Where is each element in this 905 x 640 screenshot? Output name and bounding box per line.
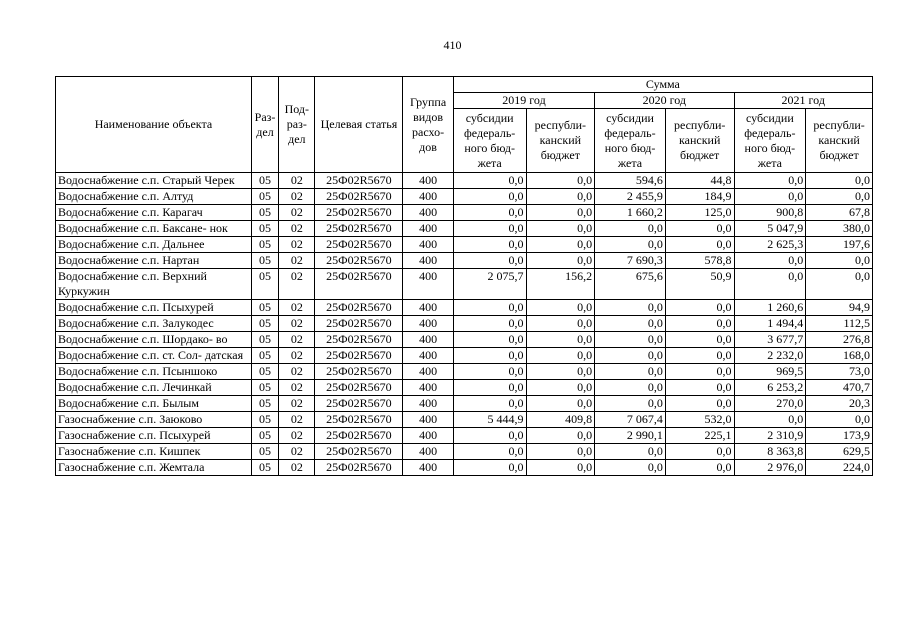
table-row <box>56 428 873 444</box>
republic-2020-cell: 0,0 <box>665 316 734 332</box>
federal-2020-cell: 0,0 <box>595 364 666 380</box>
object-name-cell: Водоснабжение с.п. Дальнее <box>56 237 252 253</box>
subsection-cell: 02 <box>279 444 315 460</box>
republic-2021-cell: 73,0 <box>806 364 873 380</box>
republic-2019-cell: 0,0 <box>526 428 595 444</box>
republic-2019-cell: 156,2 <box>526 269 595 300</box>
republic-2019-cell: 0,0 <box>526 460 595 476</box>
republic-2021-cell: 67,8 <box>806 205 873 221</box>
federal-2021-cell: 8 363,8 <box>734 444 806 460</box>
section-cell: 05 <box>251 316 278 332</box>
page-number: 410 <box>443 38 462 52</box>
republic-2019-cell: 0,0 <box>526 205 595 221</box>
target-article-cell: 25Ф02R5670 <box>315 428 403 444</box>
expense-group-cell: 400 <box>403 364 453 380</box>
federal-2021-cell: 1 260,6 <box>734 300 806 316</box>
republic-2019-cell: 0,0 <box>526 444 595 460</box>
header-year-2019: 2019 год <box>453 93 594 109</box>
republic-2021-cell: 0,0 <box>806 269 873 300</box>
federal-2021-cell: 900,8 <box>734 205 806 221</box>
republic-2020-cell: 184,9 <box>665 189 734 205</box>
subsection-cell: 02 <box>279 237 315 253</box>
subsection-cell: 02 <box>279 348 315 364</box>
republic-2021-cell: 470,7 <box>806 380 873 396</box>
republic-2019-cell: 0,0 <box>526 396 595 412</box>
republic-2020-cell: 532,0 <box>665 412 734 428</box>
target-article-cell: 25Ф02R5670 <box>315 444 403 460</box>
object-name-cell: Газоснабжение с.п. Кишпек <box>56 444 252 460</box>
federal-2019-cell: 2 075,7 <box>453 269 526 300</box>
target-article-cell: 25Ф02R5670 <box>315 348 403 364</box>
federal-2020-cell: 7 067,4 <box>595 412 666 428</box>
table-row <box>56 380 873 396</box>
expense-group-cell: 400 <box>403 348 453 364</box>
federal-2019-cell: 0,0 <box>453 396 526 412</box>
federal-2020-cell: 594,6 <box>595 173 666 189</box>
subsection-cell: 02 <box>279 300 315 316</box>
header-object-name: Наименование объекта <box>56 77 252 173</box>
subsection-cell: 02 <box>279 316 315 332</box>
federal-2021-cell: 6 253,2 <box>734 380 806 396</box>
object-name-cell: Водоснабжение с.п. Верхний Куркужин <box>56 269 252 300</box>
expense-group-cell: 400 <box>403 173 453 189</box>
table-row <box>56 173 873 189</box>
table-row <box>56 444 873 460</box>
federal-2020-cell: 0,0 <box>595 444 666 460</box>
federal-2021-cell: 270,0 <box>734 396 806 412</box>
section-cell: 05 <box>251 221 278 237</box>
section-cell: 05 <box>251 460 278 476</box>
object-name-cell: Водоснабжение с.п. Старый Черек <box>56 173 252 189</box>
subsection-cell: 02 <box>279 364 315 380</box>
federal-2020-cell: 2 990,1 <box>595 428 666 444</box>
section-cell: 05 <box>251 189 278 205</box>
republic-2019-cell: 0,0 <box>526 173 595 189</box>
federal-2019-cell: 0,0 <box>453 316 526 332</box>
federal-2019-cell: 0,0 <box>453 460 526 476</box>
table-row <box>56 412 873 428</box>
federal-2019-cell: 0,0 <box>453 348 526 364</box>
subsection-cell: 02 <box>279 380 315 396</box>
header-federal-2019: субсидии федераль- ного бюд- жета <box>453 109 526 173</box>
budget-table <box>55 76 873 476</box>
expense-group-cell: 400 <box>403 460 453 476</box>
object-name-cell: Водоснабжение с.п. Псыншоко <box>56 364 252 380</box>
target-article-cell: 25Ф02R5670 <box>315 332 403 348</box>
expense-group-cell: 400 <box>403 396 453 412</box>
federal-2021-cell: 0,0 <box>734 173 806 189</box>
federal-2019-cell: 0,0 <box>453 237 526 253</box>
subsection-cell: 02 <box>279 412 315 428</box>
republic-2021-cell: 0,0 <box>806 253 873 269</box>
header-republic-2019: республи- канский бюджет <box>526 109 595 173</box>
subsection-cell: 02 <box>279 253 315 269</box>
federal-2019-cell: 0,0 <box>453 205 526 221</box>
republic-2021-cell: 0,0 <box>806 173 873 189</box>
republic-2019-cell: 0,0 <box>526 237 595 253</box>
table-row <box>56 205 873 221</box>
federal-2020-cell: 7 690,3 <box>595 253 666 269</box>
republic-2019-cell: 0,0 <box>526 253 595 269</box>
expense-group-cell: 400 <box>403 428 453 444</box>
section-cell: 05 <box>251 332 278 348</box>
subsection-cell: 02 <box>279 221 315 237</box>
expense-group-cell: 400 <box>403 221 453 237</box>
federal-2020-cell: 0,0 <box>595 300 666 316</box>
object-name-cell: Водоснабжение с.п. ст. Сол- датская <box>56 348 252 364</box>
republic-2020-cell: 0,0 <box>665 380 734 396</box>
republic-2021-cell: 94,9 <box>806 300 873 316</box>
subsection-cell: 02 <box>279 460 315 476</box>
section-cell: 05 <box>251 396 278 412</box>
section-cell: 05 <box>251 205 278 221</box>
federal-2021-cell: 0,0 <box>734 412 806 428</box>
expense-group-cell: 400 <box>403 332 453 348</box>
republic-2021-cell: 224,0 <box>806 460 873 476</box>
object-name-cell: Водоснабжение с.п. Карагач <box>56 205 252 221</box>
subsection-cell: 02 <box>279 396 315 412</box>
table-row <box>56 396 873 412</box>
federal-2021-cell: 0,0 <box>734 269 806 300</box>
expense-group-cell: 400 <box>403 189 453 205</box>
target-article-cell: 25Ф02R5670 <box>315 380 403 396</box>
section-cell: 05 <box>251 173 278 189</box>
republic-2021-cell: 629,5 <box>806 444 873 460</box>
republic-2021-cell: 276,8 <box>806 332 873 348</box>
republic-2021-cell: 380,0 <box>806 221 873 237</box>
expense-group-cell: 400 <box>403 269 453 300</box>
republic-2019-cell: 0,0 <box>526 189 595 205</box>
section-cell: 05 <box>251 380 278 396</box>
object-name-cell: Водоснабжение с.п. Залукодес <box>56 316 252 332</box>
object-name-cell: Водоснабжение с.п. Лечинкай <box>56 380 252 396</box>
expense-group-cell: 400 <box>403 237 453 253</box>
republic-2020-cell: 0,0 <box>665 364 734 380</box>
header-year-2021: 2021 год <box>734 93 873 109</box>
federal-2021-cell: 2 976,0 <box>734 460 806 476</box>
republic-2021-cell: 173,9 <box>806 428 873 444</box>
federal-2020-cell: 1 660,2 <box>595 205 666 221</box>
federal-2019-cell: 0,0 <box>453 221 526 237</box>
republic-2019-cell: 0,0 <box>526 221 595 237</box>
header-expense-group: Группа видов расхо- дов <box>403 77 453 173</box>
target-article-cell: 25Ф02R5670 <box>315 269 403 300</box>
expense-group-cell: 400 <box>403 205 453 221</box>
federal-2019-cell: 0,0 <box>453 332 526 348</box>
object-name-cell: Водоснабжение с.п. Алтуд <box>56 189 252 205</box>
federal-2021-cell: 3 677,7 <box>734 332 806 348</box>
republic-2020-cell: 0,0 <box>665 332 734 348</box>
federal-2020-cell: 0,0 <box>595 332 666 348</box>
republic-2021-cell: 168,0 <box>806 348 873 364</box>
target-article-cell: 25Ф02R5670 <box>315 300 403 316</box>
subsection-cell: 02 <box>279 205 315 221</box>
federal-2019-cell: 0,0 <box>453 189 526 205</box>
federal-2019-cell: 0,0 <box>453 444 526 460</box>
section-cell: 05 <box>251 300 278 316</box>
republic-2021-cell: 112,5 <box>806 316 873 332</box>
federal-2020-cell: 675,6 <box>595 269 666 300</box>
table-row <box>56 253 873 269</box>
republic-2020-cell: 125,0 <box>665 205 734 221</box>
federal-2020-cell: 0,0 <box>595 237 666 253</box>
federal-2021-cell: 969,5 <box>734 364 806 380</box>
section-cell: 05 <box>251 412 278 428</box>
federal-2020-cell: 0,0 <box>595 380 666 396</box>
republic-2020-cell: 0,0 <box>665 237 734 253</box>
target-article-cell: 25Ф02R5670 <box>315 364 403 380</box>
federal-2020-cell: 0,0 <box>595 221 666 237</box>
table-body <box>56 173 873 476</box>
federal-2021-cell: 2 232,0 <box>734 348 806 364</box>
section-cell: 05 <box>251 444 278 460</box>
expense-group-cell: 400 <box>403 316 453 332</box>
federal-2021-cell: 5 047,9 <box>734 221 806 237</box>
republic-2019-cell: 0,0 <box>526 316 595 332</box>
target-article-cell: 25Ф02R5670 <box>315 396 403 412</box>
table-row <box>56 221 873 237</box>
republic-2020-cell: 0,0 <box>665 460 734 476</box>
republic-2020-cell: 0,0 <box>665 300 734 316</box>
republic-2019-cell: 0,0 <box>526 332 595 348</box>
section-cell: 05 <box>251 237 278 253</box>
subsection-cell: 02 <box>279 428 315 444</box>
section-cell: 05 <box>251 269 278 300</box>
republic-2021-cell: 0,0 <box>806 189 873 205</box>
object-name-cell: Водоснабжение с.п. Псыхурей <box>56 300 252 316</box>
republic-2020-cell: 50,9 <box>665 269 734 300</box>
federal-2019-cell: 0,0 <box>453 173 526 189</box>
object-name-cell: Водоснабжение с.п. Баксане- нок <box>56 221 252 237</box>
federal-2021-cell: 2 310,9 <box>734 428 806 444</box>
expense-group-cell: 400 <box>403 412 453 428</box>
federal-2019-cell: 5 444,9 <box>453 412 526 428</box>
header-federal-2020: субсидии федераль- ного бюд- жета <box>595 109 666 173</box>
header-subsection: Под- раз- дел <box>279 77 315 173</box>
federal-2020-cell: 0,0 <box>595 316 666 332</box>
republic-2019-cell: 409,8 <box>526 412 595 428</box>
header-sum: Сумма <box>453 77 872 93</box>
federal-2019-cell: 0,0 <box>453 428 526 444</box>
republic-2020-cell: 225,1 <box>665 428 734 444</box>
target-article-cell: 25Ф02R5670 <box>315 460 403 476</box>
republic-2020-cell: 0,0 <box>665 396 734 412</box>
header-target-article: Целевая статья <box>315 77 403 173</box>
expense-group-cell: 400 <box>403 253 453 269</box>
subsection-cell: 02 <box>279 332 315 348</box>
federal-2021-cell: 0,0 <box>734 253 806 269</box>
federal-2020-cell: 0,0 <box>595 460 666 476</box>
expense-group-cell: 400 <box>403 300 453 316</box>
subsection-cell: 02 <box>279 189 315 205</box>
header-republic-2021: республи- канский бюджет <box>806 109 873 173</box>
subsection-cell: 02 <box>279 269 315 300</box>
federal-2019-cell: 0,0 <box>453 364 526 380</box>
table-row <box>56 300 873 316</box>
object-name-cell: Газоснабжение с.п. Заюково <box>56 412 252 428</box>
target-article-cell: 25Ф02R5670 <box>315 205 403 221</box>
republic-2020-cell: 578,8 <box>665 253 734 269</box>
federal-2021-cell: 1 494,4 <box>734 316 806 332</box>
header-year-2020: 2020 год <box>595 93 734 109</box>
section-cell: 05 <box>251 364 278 380</box>
republic-2021-cell: 20,3 <box>806 396 873 412</box>
table-row <box>56 460 873 476</box>
header-federal-2021: субсидии федераль- ного бюд- жета <box>734 109 806 173</box>
target-article-cell: 25Ф02R5670 <box>315 221 403 237</box>
expense-group-cell: 400 <box>403 444 453 460</box>
table-row <box>56 364 873 380</box>
federal-2021-cell: 2 625,3 <box>734 237 806 253</box>
object-name-cell: Водоснабжение с.п. Шордако- во <box>56 332 252 348</box>
subsection-cell: 02 <box>279 173 315 189</box>
republic-2020-cell: 0,0 <box>665 444 734 460</box>
republic-2019-cell: 0,0 <box>526 380 595 396</box>
republic-2019-cell: 0,0 <box>526 348 595 364</box>
republic-2020-cell: 0,0 <box>665 221 734 237</box>
header-section: Раз- дел <box>251 77 278 173</box>
table-row <box>56 316 873 332</box>
target-article-cell: 25Ф02R5670 <box>315 253 403 269</box>
table-row <box>56 269 873 300</box>
federal-2019-cell: 0,0 <box>453 300 526 316</box>
table-header <box>56 77 873 173</box>
table-row <box>56 332 873 348</box>
federal-2021-cell: 0,0 <box>734 189 806 205</box>
target-article-cell: 25Ф02R5670 <box>315 412 403 428</box>
federal-2019-cell: 0,0 <box>453 253 526 269</box>
table-row <box>56 189 873 205</box>
target-article-cell: 25Ф02R5670 <box>315 316 403 332</box>
object-name-cell: Газоснабжение с.п. Жемтала <box>56 460 252 476</box>
section-cell: 05 <box>251 348 278 364</box>
object-name-cell: Водоснабжение с.п. Былым <box>56 396 252 412</box>
table-row <box>56 348 873 364</box>
republic-2019-cell: 0,0 <box>526 364 595 380</box>
federal-2019-cell: 0,0 <box>453 380 526 396</box>
republic-2021-cell: 197,6 <box>806 237 873 253</box>
federal-2020-cell: 2 455,9 <box>595 189 666 205</box>
federal-2020-cell: 0,0 <box>595 396 666 412</box>
federal-2020-cell: 0,0 <box>595 348 666 364</box>
object-name-cell: Водоснабжение с.п. Нартан <box>56 253 252 269</box>
target-article-cell: 25Ф02R5670 <box>315 237 403 253</box>
republic-2020-cell: 0,0 <box>665 348 734 364</box>
target-article-cell: 25Ф02R5670 <box>315 173 403 189</box>
republic-2019-cell: 0,0 <box>526 300 595 316</box>
section-cell: 05 <box>251 428 278 444</box>
section-cell: 05 <box>251 253 278 269</box>
expense-group-cell: 400 <box>403 380 453 396</box>
header-republic-2020: республи- канский бюджет <box>665 109 734 173</box>
object-name-cell: Газоснабжение с.п. Псыхурей <box>56 428 252 444</box>
republic-2021-cell: 0,0 <box>806 412 873 428</box>
table-row <box>56 237 873 253</box>
target-article-cell: 25Ф02R5670 <box>315 189 403 205</box>
republic-2020-cell: 44,8 <box>665 173 734 189</box>
